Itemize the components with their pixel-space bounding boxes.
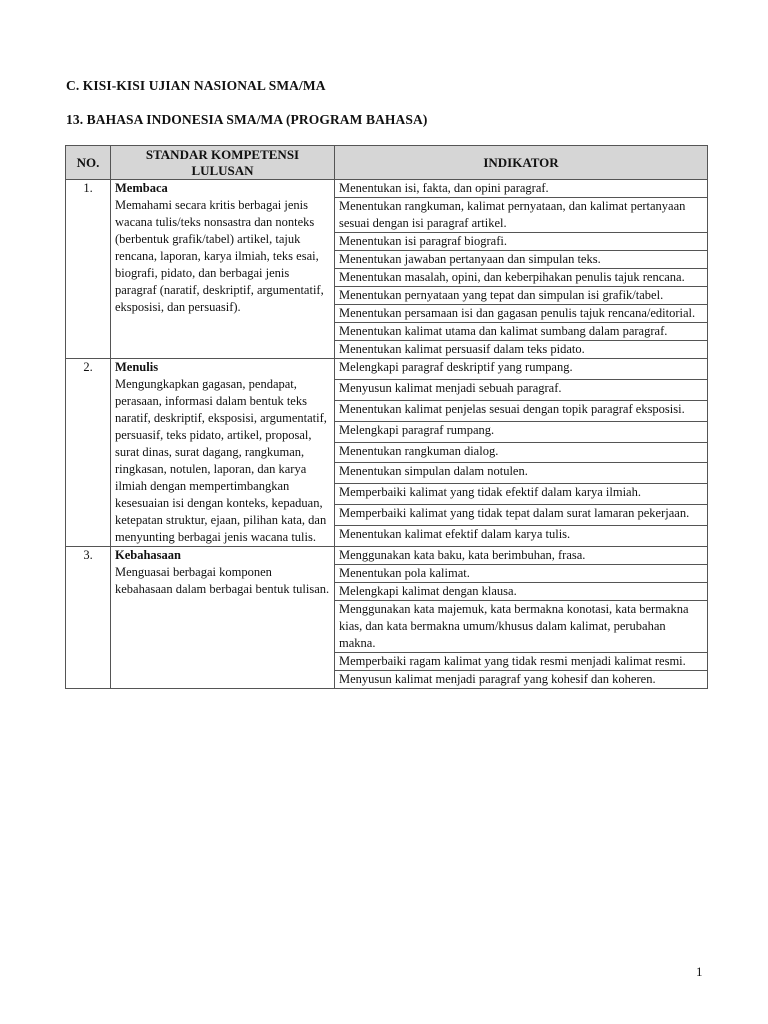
standar-kompetensi-cell <box>111 180 335 359</box>
subject-heading: 13. BAHASA INDONESIA SMA/MA (PROGRAM BAHASA) <box>66 112 428 127</box>
indikator-cell: Menentukan simpulan dalam notulen. <box>335 463 708 484</box>
table-row <box>66 547 708 565</box>
row-number: 2. <box>66 359 111 547</box>
competency-title: Menulis <box>115 360 159 374</box>
table-header-row <box>66 146 708 180</box>
standar-kompetensi-cell <box>111 547 335 689</box>
indikator-cell: Memperbaiki kalimat yang tidak tepat dalam surat lamaran pekerjaan. <box>335 505 708 526</box>
indikator-cell: Menggunakan kata baku, kata berimbuhan, frasa. <box>335 547 708 565</box>
competency-description: Menguasai berbagai komponen kebahasaan dalam berbagai bentuk tulisan. <box>115 565 330 596</box>
indikator-cell: Melengkapi paragraf deskriptif yang rumpang. <box>335 359 708 380</box>
header-no: NO. <box>66 146 111 180</box>
competency-description: Memahami secara kritis berbagai jenis wacana tulis/teks nonsastra dan nonteks (berbentuk grafik/tabel) artikel, tajuk rencana, laporan, karya ilmiah, teks esai, biografi, pidato, dan berbagai jenis paragraf (naratif, deskriptif, argumentatif, eksposisi, dan persuasif). <box>115 198 324 314</box>
table-row <box>66 180 708 198</box>
indikator-cell: Menentukan persamaan isi dan gagasan penulis tajuk rencana/editorial. <box>335 305 708 323</box>
competency-title: Kebahasaan <box>115 548 181 562</box>
section-heading: C. KISI-KISI UJIAN NASIONAL SMA/MA <box>66 78 326 93</box>
indikator-cell: Menentukan kalimat utama dan kalimat sumbang dalam paragraf. <box>335 323 708 341</box>
indikator-cell: Menentukan rangkuman dialog. <box>335 442 708 463</box>
indikator-cell: Menentukan pola kalimat. <box>335 565 708 583</box>
indikator-cell: Menggunakan kata majemuk, kata bermakna konotasi, kata bermakna kias, dan kata bermakna umum/khusus dalam kalimat, perubahan makna. <box>335 601 708 653</box>
competency-title: Membaca <box>115 181 168 195</box>
indikator-cell: Menyusun kalimat menjadi paragraf yang kohesif dan koheren. <box>335 671 708 689</box>
header-indikator: INDIKATOR <box>335 146 708 180</box>
indikator-cell: Menentukan isi, fakta, dan opini paragraf. <box>335 180 708 198</box>
indikator-cell: Menentukan kalimat efektif dalam karya tulis. <box>335 526 708 547</box>
indikator-cell: Menentukan jawaban pertanyaan dan simpulan teks. <box>335 251 708 269</box>
row-number: 1. <box>66 180 111 359</box>
row-number: 3. <box>66 547 111 689</box>
header-standar-kompetensi: STANDAR KOMPETENSI LULUSAN <box>111 146 335 180</box>
page-number: 1 <box>696 964 703 979</box>
indikator-cell: Menentukan isi paragraf biografi. <box>335 233 708 251</box>
table-body <box>66 180 708 689</box>
indikator-cell: Menentukan pernyataan yang tepat dan simpulan isi grafik/tabel. <box>335 287 708 305</box>
standar-kompetensi-cell <box>111 359 335 547</box>
indikator-cell: Memperbaiki kalimat yang tidak efektif dalam karya ilmiah. <box>335 484 708 505</box>
indikator-cell: Menentukan rangkuman, kalimat pernyataan, dan kalimat pertanyaan sesuai dengan isi paragraf artikel. <box>335 198 708 233</box>
table-row <box>66 359 708 380</box>
indikator-cell: Melengkapi kalimat dengan klausa. <box>335 583 708 601</box>
indikator-cell: Menyusun kalimat menjadi sebuah paragraf. <box>335 379 708 400</box>
indikator-cell: Menentukan kalimat persuasif dalam teks pidato. <box>335 341 708 359</box>
indikator-cell: Memperbaiki ragam kalimat yang tidak resmi menjadi kalimat resmi. <box>335 653 708 671</box>
indikator-cell: Menentukan kalimat penjelas sesuai dengan topik paragraf eksposisi. <box>335 400 708 421</box>
competency-description: Mengungkapkan gagasan, pendapat, perasaan, informasi dalam bentuk teks naratif, deskriptif, eksposisi, argumentatif, persuasif, teks pidato, artikel, proposal, surat dinas, surat dagang, rangkuman, ringkasan, notulen, laporan, dan karya ilmiah dengan mempertimbangkan kesesuaian isi dengan konteks, kepaduan, ketepatan struktur, ejaan, pilihan kata, dan menyunting berbagai jenis wacana tulis. <box>115 377 327 544</box>
kisi-kisi-table <box>65 145 708 689</box>
indikator-cell: Menentukan masalah, opini, dan keberpihakan penulis tajuk rencana. <box>335 269 708 287</box>
indikator-cell: Melengkapi paragraf rumpang. <box>335 421 708 442</box>
